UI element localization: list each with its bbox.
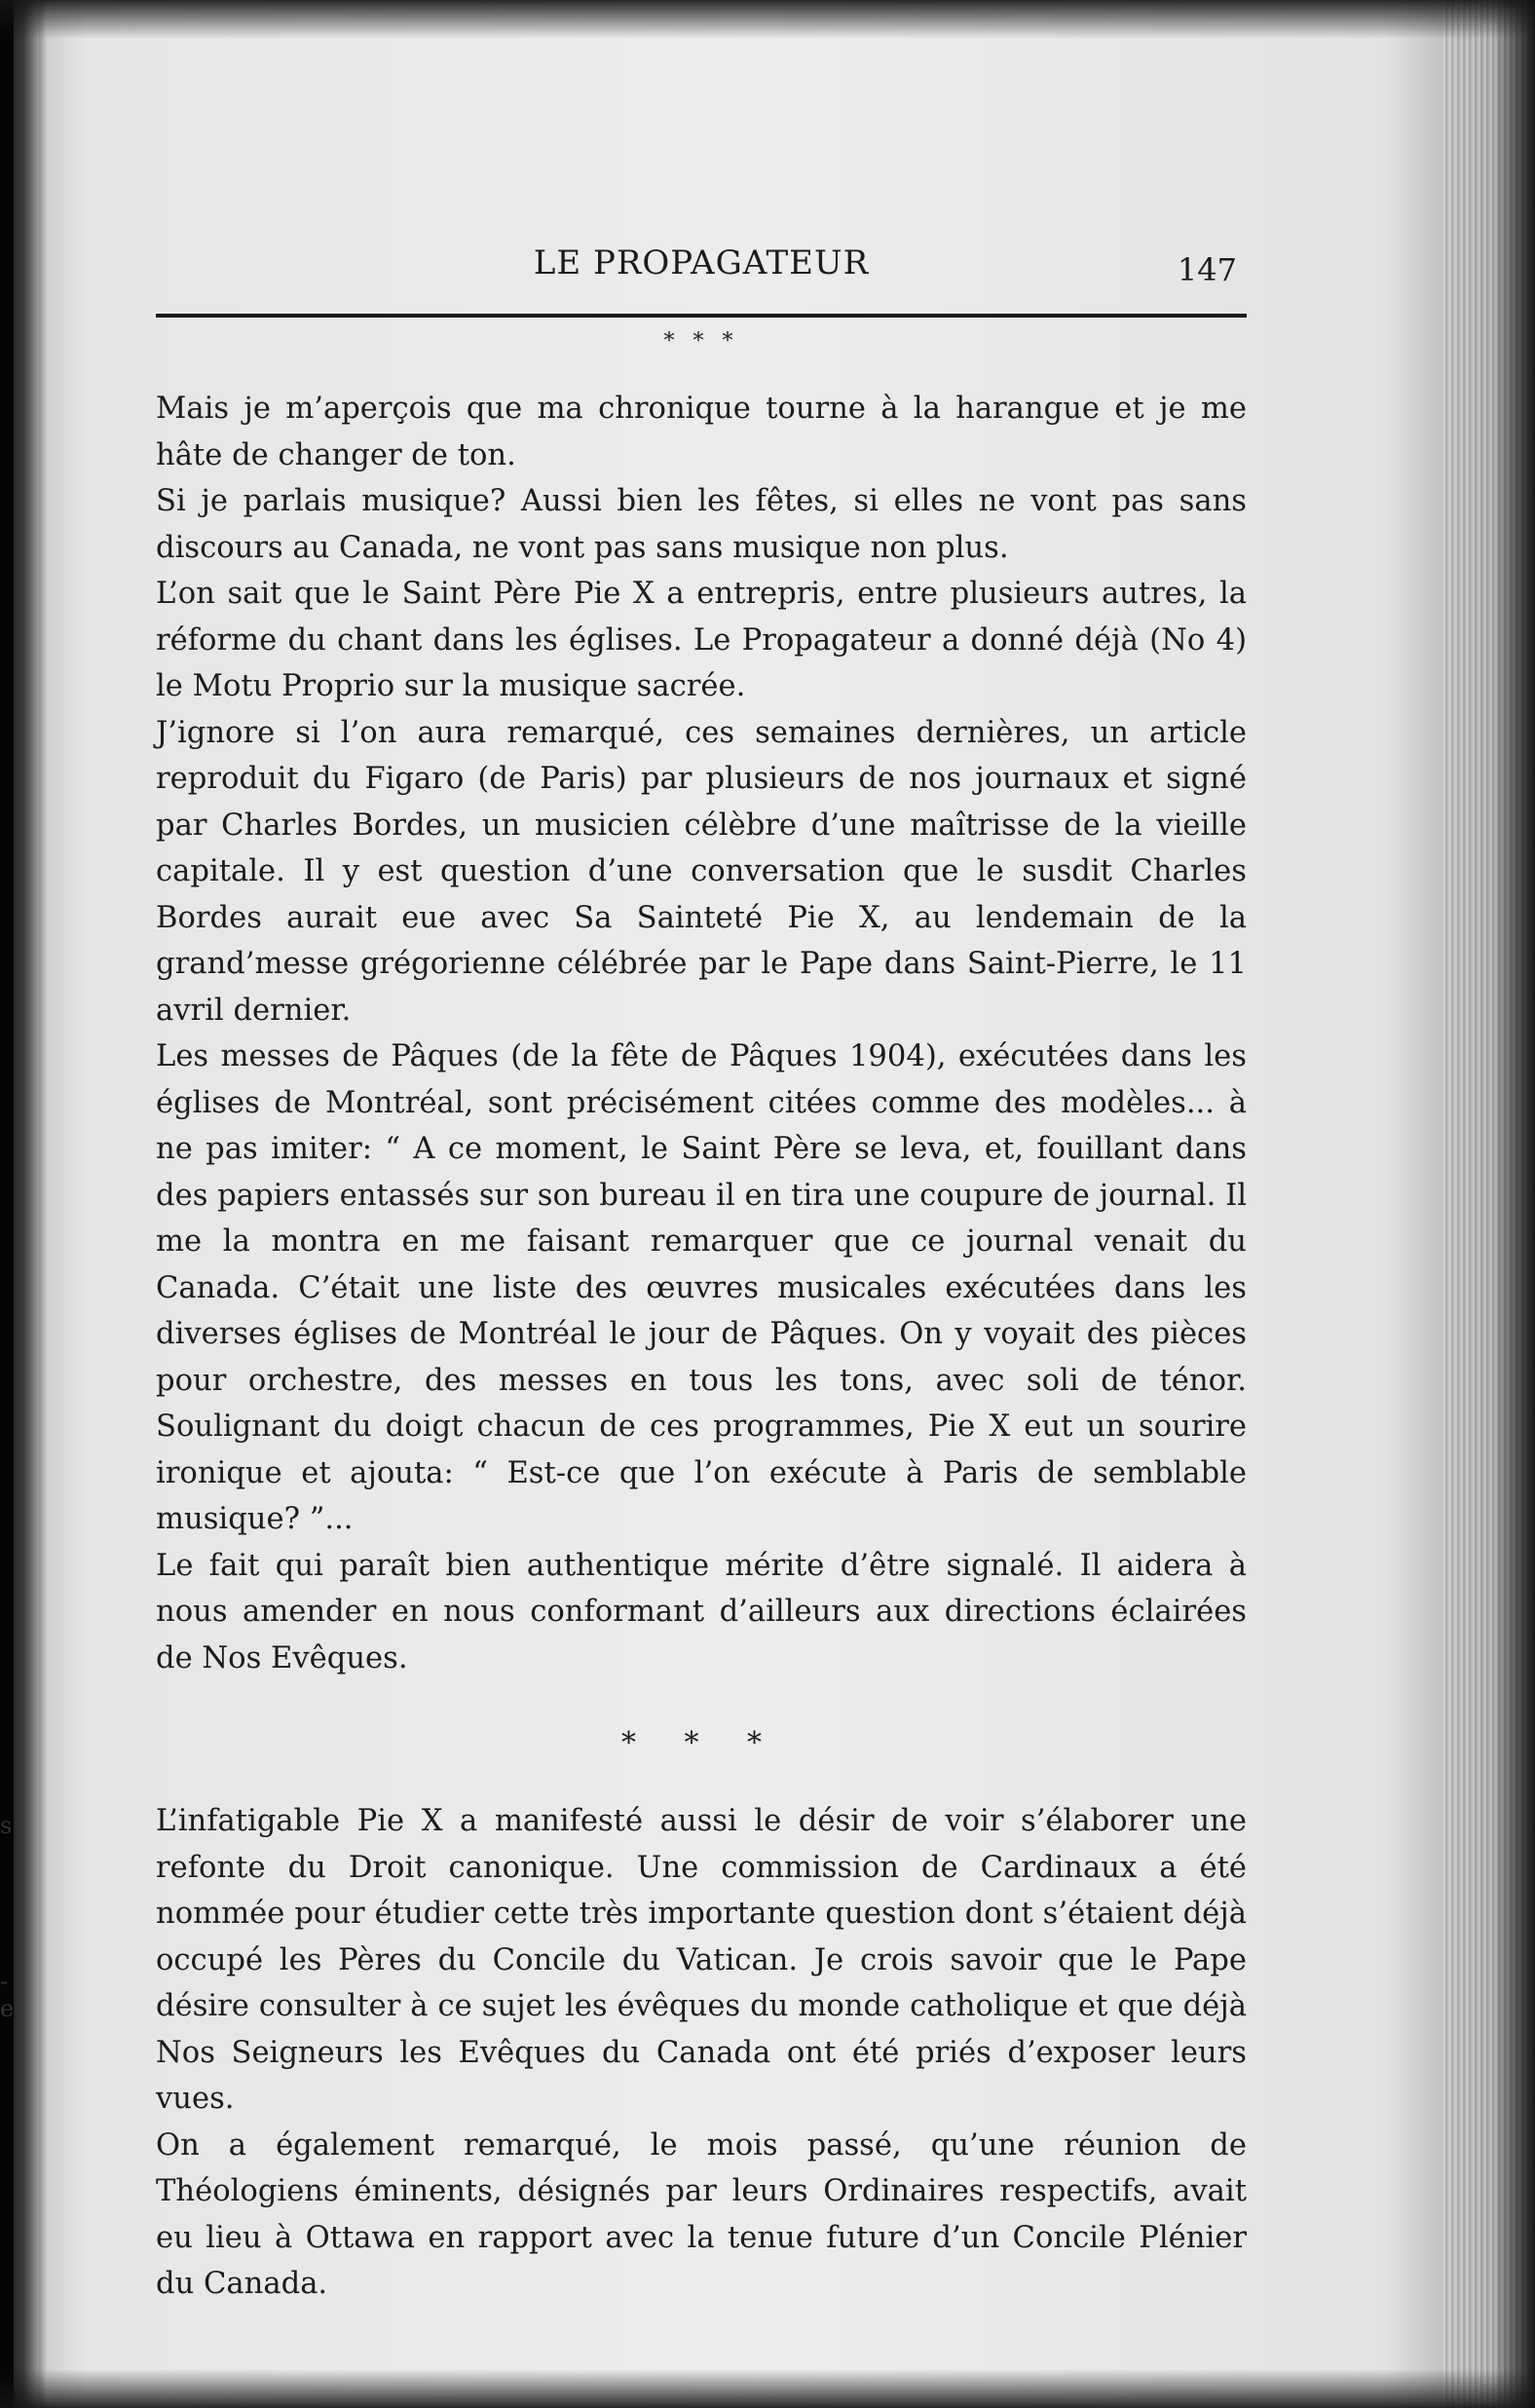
body-text: [156, 386, 1247, 2308]
paragraph-4: J’ignore si l’on aura remarqué, ces semaines dernières, un article reproduit du Figaro (de Paris) par plusieurs de nos journaux et signé par Charles Bordes, un musicien célèbre d’une maîtrisse de la vieille capitale. Il y est question d’une conversation que le susdit Charles Bordes aurait eue avec Sa Sainteté Pie X, au lendemain de la grand’messe grégorienne célébrée par le Pape dans Saint-Pierre, le 11 avril dernier.: [156, 715, 1247, 1028]
top-shadow: [0, 0, 1535, 39]
paragraph-5: Les messes de Pâques (de la fête de Pâques 1904), exécutées dans les églises de Montréal, sont précisément citées comme des modèles... à ne pas imiter: “ A ce moment, le Saint Père se leva, et, fouillant dans des papiers entassés sur son bureau il en tira une coupure de journal. Il me la montra en me faisant remarquer que ce journal venait du Canada. C’était une liste des œuvres musicales exécutées dans les diverses églises de Montréal le jour de Pâques. On y voyait des pièces pour orchestre, des messes en tous les tons, avec soli de ténor. Soulignant du doigt chacun de ces programmes, Pie X eut un sourire ironique et ajouta: “ Est-ce que l’on exécute à Paris de semblable musique? ”...: [156, 1039, 1247, 1536]
bottom-shadow: [0, 2369, 1535, 2408]
ornament-top: * * *: [663, 329, 739, 354]
book-page: [156, 224, 1247, 2308]
margin-char-2: -: [0, 1968, 9, 1995]
page-number: 147: [1177, 251, 1237, 288]
margin-char-3: e: [0, 1995, 15, 2022]
section-break: * * *: [620, 1726, 782, 1760]
left-dark-strip: [0, 0, 14, 2408]
paragraph-1: [156, 386, 1247, 478]
paragraph-6: Le fait qui paraît bien authentique mérite d’être signalé. Il aidera à nous amender en nous conformant d’ailleurs aux directions éclairées de Nos Evêques.: [156, 1548, 1247, 1675]
running-title: LE PROPAGATEUR: [533, 244, 870, 282]
paragraph-1-text: Mais je m’aperçois que ma chronique tourne à la harangue et je me hâte de changer de ton.: [156, 392, 1247, 472]
paragraph-7: L’infatigable Pie X a manifesté aussi le désir de voir s’élaborer une refonte du Droit canonique. Une commission de Cardinaux a été nommée pour étudier cette très importante question dont s’étaient déjà occupé les Pères du Concile du Vatican. Je crois savoir que le Pape désire consulter à ce sujet les évêques du monde catholique et que déjà Nos Seigneurs les Evêques du Canada ont été priés d’exposer leurs vues.: [156, 1804, 1247, 2116]
right-shadow: [1496, 0, 1535, 2408]
header-rule: [156, 314, 1247, 318]
margin-char-1: s: [0, 1812, 13, 1839]
paragraph-3: L’on sait que le Saint Père Pie X a entrepris, entre plusieurs autres, la réforme du chant dans les églises. Le Propagateur a donné déjà (No 4) le Motu Proprio sur la musique sacrée.: [156, 577, 1247, 703]
page-header: [156, 224, 1247, 302]
paragraph-2: Si je parlais musique? Aussi bien les fêtes, si elles ne vont pas sans discours au Canada, ne vont pas sans musique non plus.: [156, 484, 1247, 565]
paragraph-8: On a également remarqué, le mois passé, qu’une réunion de Théologiens éminents, désignés par leurs Ordinaires respectifs, avait eu lieu à Ottawa en rapport avec la tenue future d’un Concile Plénier du Canada.: [156, 2127, 1247, 2301]
